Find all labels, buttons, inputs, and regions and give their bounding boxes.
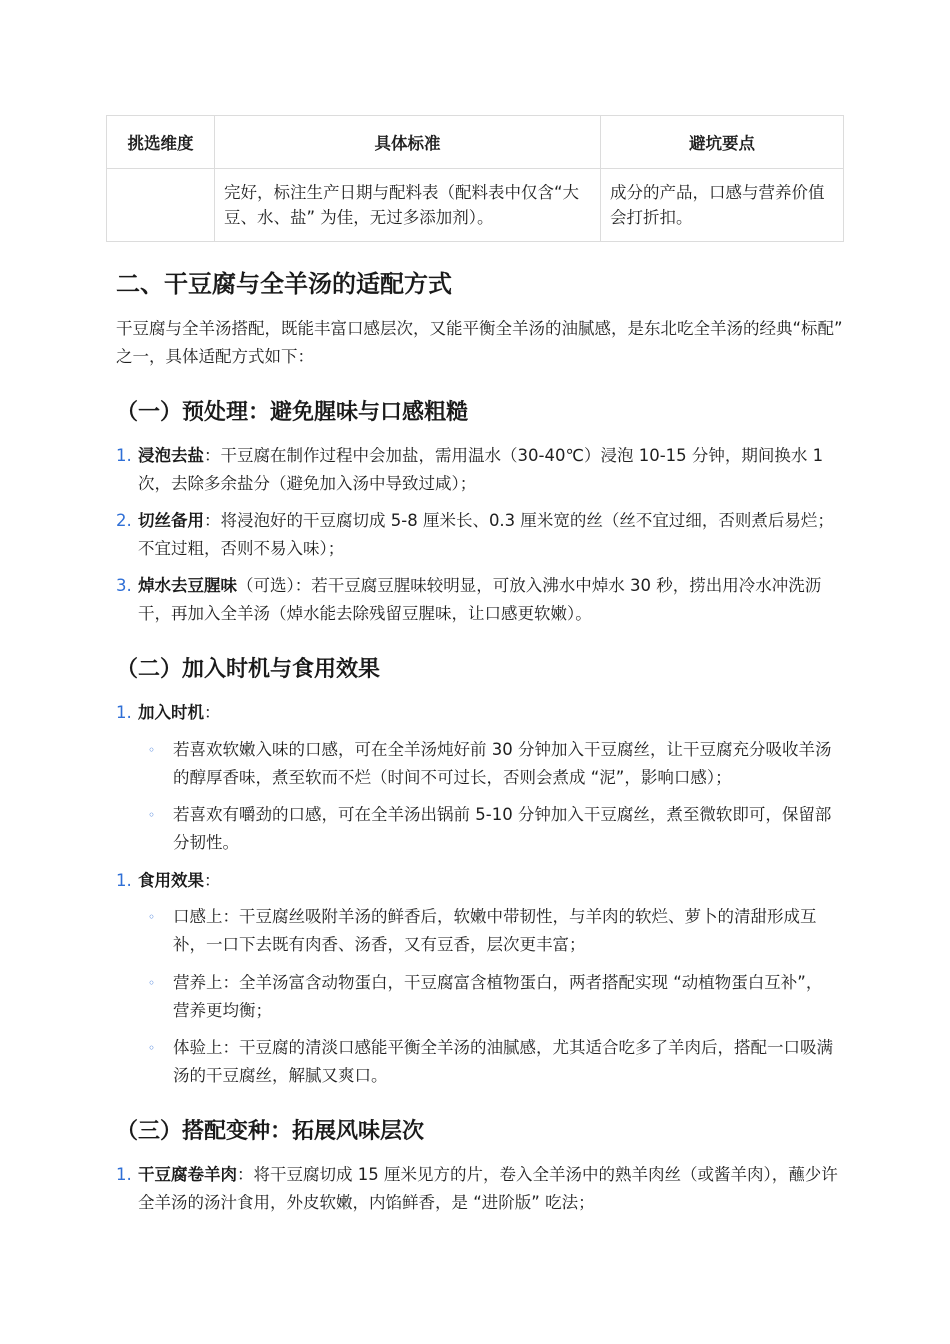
table-header-row [107,116,844,169]
section-heading: 二、干豆腐与全羊汤的适配方式 [116,270,452,298]
list-item [116,699,846,727]
item-text: ：若干豆腐豆腥味较明显，可放入沸水中焯水 30 秒，捞出用冷水冲洗沥干，再加入全羊汤（焯水能去除残留豆腥味，让口感更软嫩）。 [138,576,822,623]
item-text: ： [204,871,221,890]
item-label: 浸泡去盐 [138,446,204,465]
list-number: 1. [116,871,132,890]
list-item [116,867,846,895]
list-item [116,507,846,563]
table-header-cell: 避坑要点 [601,116,844,169]
bullet-text: 体验上：干豆腐的清淡口感能平衡全羊汤的油腻感，尤其适合吃多了羊肉后，搭配一口吸满汤的干豆腐丝，解腻又爽口。 [173,1038,833,1085]
list-item [116,572,846,628]
list-number: 1. [116,703,132,722]
table-header-cell: 具体标准 [215,116,601,169]
list-item [116,442,846,498]
bullet-icon: ◦ [148,743,156,757]
table-cell: 成分的产品，口感与营养价值会打折扣。 [601,169,844,242]
bullet-item [148,969,838,1025]
list-number: 1. [116,446,132,465]
item-text: ：干豆腐在制作过程中会加盐，需用温水（30-40℃）浸泡 10-15 分钟，期间换水 1 次，去除多余盐分（避免加入汤中导致过咸）； [138,446,824,493]
bullet-text: 若喜欢有嚼劲的口感，可在全羊汤出锅前 5-10 分钟加入干豆腐丝，煮至微软即可，保留部分韧性。 [173,805,832,852]
item-text: ： [204,703,221,722]
subsection-heading: （一）预处理：避免腥味与口感粗糙 [116,400,469,425]
bullet-icon: ◦ [148,1041,156,1055]
bullet-text: 若喜欢软嫩入味的口感，可在全羊汤炖好前 30 分钟加入干豆腐丝，让干豆腐充分吸收羊汤的醇厚香味，煮至软而不烂（时间不可过长，否则会煮成 “泥”，影响口感）； [173,740,832,787]
bullet-item [148,801,838,857]
item-text: ：将浸泡好的干豆腐切成 5-8 厘米长、0.3 厘米宽的丝（丝不宜过细，否则煮后易烂；不宜过粗，否则不易入味）； [138,511,834,558]
item-label: 切丝备用 [138,511,204,530]
intro-paragraph: 干豆腐与全羊汤搭配，既能丰富口感层次，又能平衡全羊汤的油腻感，是东北吃全羊汤的经典“标配” 之一，具体适配方式如下： [116,319,843,366]
bullet-item [148,736,838,792]
selection-criteria-table [106,115,844,242]
item-label: 干豆腐卷羊肉 [138,1165,237,1184]
item-label: 加入时机 [138,703,204,722]
bullet-icon: ◦ [148,910,156,924]
table-header-cell: 挑选维度 [107,116,215,169]
bullet-text: 营养上：全羊汤富含动物蛋白，干豆腐富含植物蛋白，两者搭配实现 “动植物蛋白互补”，营养更均衡； [173,973,823,1020]
bullet-icon: ◦ [148,808,156,822]
list-number: 3. [116,576,132,595]
item-text: ：将干豆腐切成 15 厘米见方的片，卷入全羊汤中的熟羊肉丝（或酱羊肉），蘸少许全羊汤的汤汁食用，外皮软嫩，内馅鲜香，是 “进阶版” 吃法； [138,1165,838,1212]
bullet-text: 口感上：干豆腐丝吸附羊汤的鲜香后，软嫩中带韧性，与羊肉的软烂、萝卜的清甜形成互补，一口下去既有肉香、汤香，又有豆香，层次更丰富； [173,907,817,954]
subsection-heading: （三）搭配变种：拓展风味层次 [116,1119,425,1144]
item-label: 焯水去豆腥味 [138,576,237,595]
table-cell: 完好，标注生产日期与配料表（配料表中仅含“大豆、水、盐” 为佳，无过多添加剂）。 [215,169,601,242]
bullet-item [148,1034,838,1090]
item-label: 食用效果 [138,871,204,890]
list-number: 2. [116,511,132,530]
list-item [116,1161,846,1217]
bullet-icon: ◦ [148,976,156,990]
table-row [107,169,844,242]
bullet-item [148,903,838,959]
subsection-heading: （二）加入时机与食用效果 [116,657,381,682]
item-optional-note: （可选） [237,576,295,595]
table-cell [107,169,215,242]
list-number: 1. [116,1165,132,1184]
